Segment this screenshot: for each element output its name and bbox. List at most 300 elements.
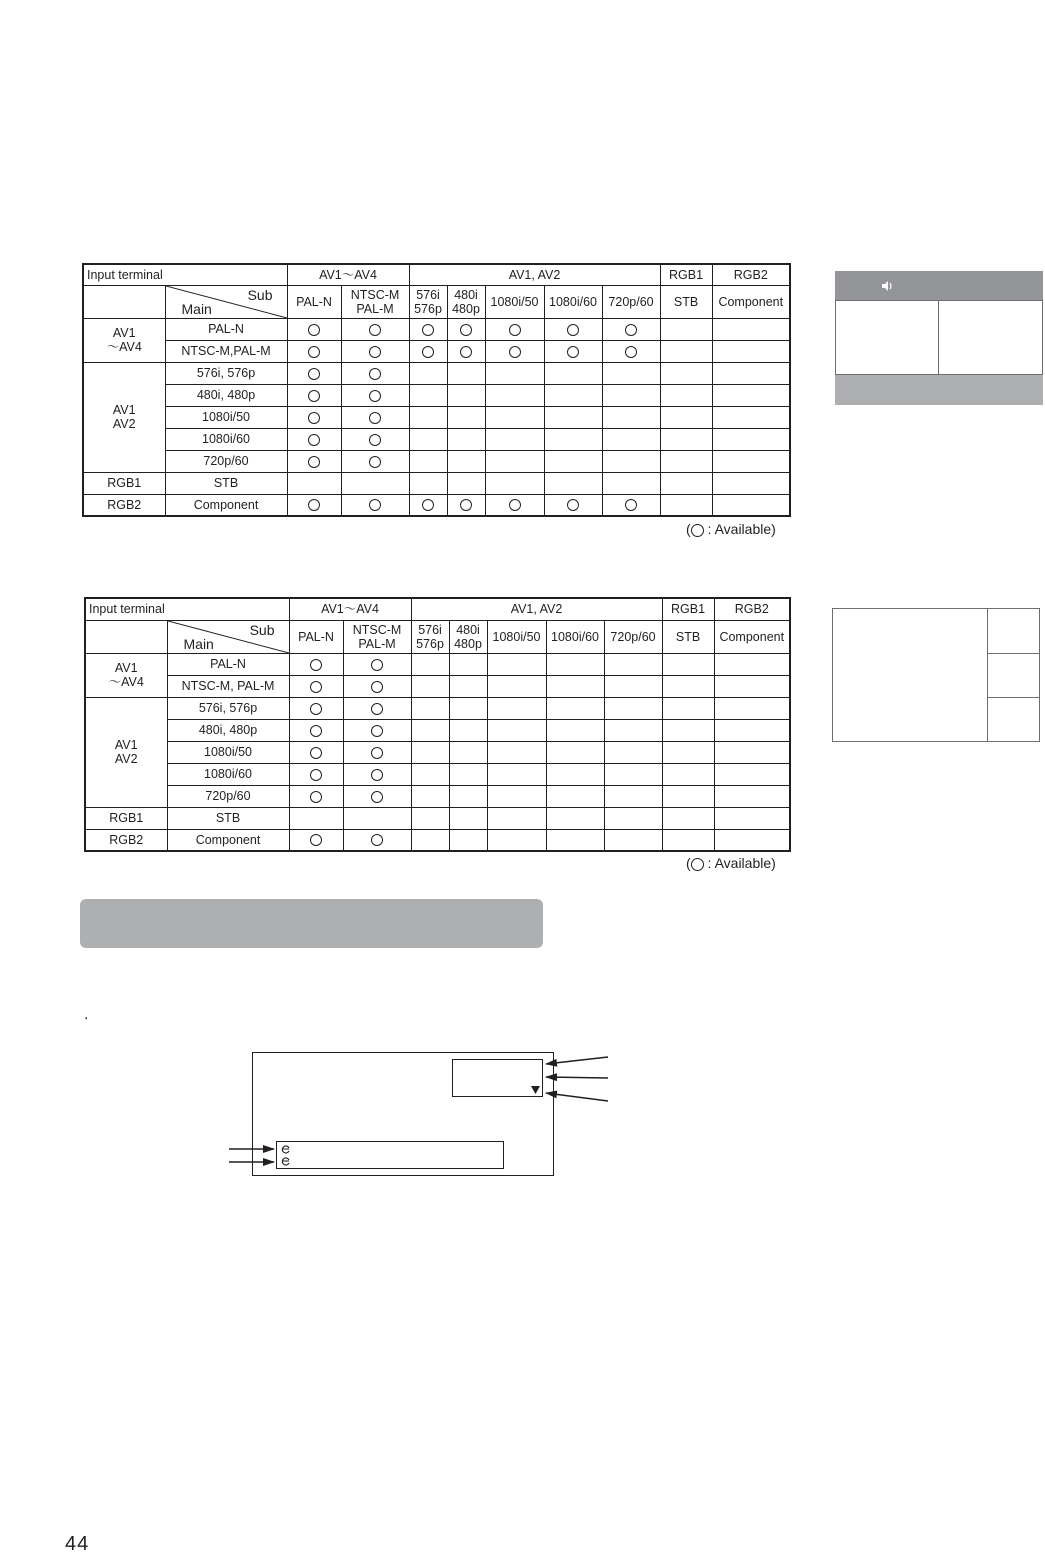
compatibility-table-1 (82, 263, 791, 517)
col-header-1080-60: 1080i/60 (544, 285, 602, 318)
empty-cell (714, 785, 790, 807)
available-cell (409, 340, 447, 362)
available-cell (287, 384, 341, 406)
empty-cell (449, 697, 487, 719)
table-row (85, 829, 790, 851)
line-2: ～AV4 (108, 675, 144, 689)
row-group-rgb1: RGB1 (83, 472, 165, 494)
col-header-480 (449, 620, 487, 653)
col-header-1080-50: 1080i/50 (485, 285, 544, 318)
legend-paren: ( (686, 855, 691, 871)
row-label: STB (167, 807, 289, 829)
row-label: PAL-N (167, 653, 289, 675)
empty-cell (660, 384, 712, 406)
small-dot: . (84, 1006, 89, 1023)
col-header-1080-60: 1080i/60 (546, 620, 604, 653)
circle-icon (310, 703, 322, 715)
empty-cell (660, 450, 712, 472)
empty-cell (602, 406, 660, 428)
available-cell (289, 829, 343, 851)
circle-icon (567, 324, 579, 336)
col-header-480 (447, 285, 485, 318)
arrow-3 (546, 1093, 608, 1101)
line-1: AV1 (112, 403, 136, 417)
line-1: AV1 (112, 326, 136, 340)
col-header-ntsc (341, 285, 409, 318)
row-label: 1080i/50 (165, 406, 287, 428)
row-label: NTSC-M, PAL-M (167, 675, 289, 697)
table-row (83, 472, 790, 494)
empty-cell (712, 406, 790, 428)
empty-cell (712, 384, 790, 406)
col-header-720: 720p/60 (604, 620, 662, 653)
row-label: STB (165, 472, 287, 494)
group-header-rgb2: RGB2 (714, 598, 790, 620)
empty-cell (714, 829, 790, 851)
diagram-bottom-box (276, 1141, 504, 1169)
available-cell (287, 494, 341, 516)
available-cell (287, 340, 341, 362)
empty-cell (714, 675, 790, 697)
available-cell (287, 428, 341, 450)
empty-cell (604, 785, 662, 807)
empty-cell (662, 675, 714, 697)
empty-cell (485, 362, 544, 384)
empty-cell (714, 719, 790, 741)
empty-cell (449, 653, 487, 675)
circle-icon (460, 346, 472, 358)
empty-cell (341, 472, 409, 494)
line-2: AV2 (114, 752, 138, 766)
available-cell (289, 697, 343, 719)
circle-icon (308, 499, 320, 511)
group-header-av14: AV1～AV4 (287, 264, 409, 285)
group-header-av12: AV1, AV2 (409, 264, 660, 285)
circle-icon (310, 681, 322, 693)
line-1: 480i (456, 622, 480, 637)
circle-icon (369, 412, 381, 424)
table-row (85, 675, 790, 697)
available-cell (289, 763, 343, 785)
available-cell (287, 362, 341, 384)
table-row (83, 318, 790, 340)
empty-cell (409, 384, 447, 406)
empty-cell (602, 450, 660, 472)
empty-cell (411, 697, 449, 719)
empty-cell (449, 675, 487, 697)
available-cell (602, 318, 660, 340)
available-cell (289, 741, 343, 763)
available-cell (544, 340, 602, 362)
col-header-component: Component (712, 285, 790, 318)
col-header-stb: STB (660, 285, 712, 318)
circle-icon (691, 524, 704, 537)
line-1: 576i (416, 287, 440, 302)
empty-cell (409, 450, 447, 472)
empty-cell (447, 406, 485, 428)
available-cell (343, 653, 411, 675)
table-row (83, 450, 790, 472)
empty-cell (544, 362, 602, 384)
table-row (83, 362, 790, 384)
empty-cell (604, 807, 662, 829)
circle-icon (371, 747, 383, 759)
available-cell (409, 494, 447, 516)
col-header-1080-50: 1080i/50 (487, 620, 546, 653)
available-cell (289, 675, 343, 697)
available-cell (343, 763, 411, 785)
legend-text: : Available) (703, 855, 776, 871)
empty-cell (546, 785, 604, 807)
empty-cell (449, 807, 487, 829)
available-cell (409, 318, 447, 340)
circle-icon (369, 346, 381, 358)
group-header-av14: AV1～AV4 (289, 598, 411, 620)
available-cell (343, 741, 411, 763)
empty-cell (409, 472, 447, 494)
empty-cell (287, 472, 341, 494)
available-cell (544, 494, 602, 516)
empty-cell (712, 450, 790, 472)
available-cell (447, 318, 485, 340)
sub-main-diagonal-cell (167, 620, 289, 653)
empty-cell (411, 829, 449, 851)
row-group-rgb2: RGB2 (83, 494, 165, 516)
empty-cell (546, 719, 604, 741)
line-2: 576p (414, 301, 442, 316)
available-cell (341, 450, 409, 472)
side-box-row-line (987, 653, 1040, 654)
circle-icon (371, 681, 383, 693)
empty-cell (411, 741, 449, 763)
empty-cell (662, 653, 714, 675)
empty-cell (544, 406, 602, 428)
table-header-row (85, 598, 790, 620)
empty-cell (487, 675, 546, 697)
table-row (85, 785, 790, 807)
available-cell (289, 719, 343, 741)
empty-cell (411, 675, 449, 697)
available-cell (447, 494, 485, 516)
compatibility-table-2 (84, 597, 791, 852)
empty-cell (546, 829, 604, 851)
empty-cell (485, 406, 544, 428)
empty-cell (604, 741, 662, 763)
empty-cell (447, 362, 485, 384)
table-row (83, 384, 790, 406)
available-cell (341, 384, 409, 406)
row-label: 480i, 480p (165, 384, 287, 406)
available-cell (602, 340, 660, 362)
empty-cell (485, 384, 544, 406)
empty-cell (411, 785, 449, 807)
row-label: 1080i/50 (167, 741, 289, 763)
cursor-icon (281, 1144, 291, 1154)
available-cell (341, 318, 409, 340)
legend-paren: ( (686, 521, 691, 537)
available-cell (287, 450, 341, 472)
diagram-top-box (452, 1059, 543, 1097)
circle-icon (371, 834, 383, 846)
circle-icon (422, 499, 434, 511)
available-cell (341, 428, 409, 450)
main-label: Main (183, 635, 214, 652)
empty-cell (449, 719, 487, 741)
available-cell (544, 318, 602, 340)
row-label: NTSC-M,PAL-M (165, 340, 287, 362)
osd-footer-bar (835, 375, 1043, 405)
col-header-ntsc (343, 620, 411, 653)
row-group-av14 (85, 653, 167, 697)
circle-icon (308, 346, 320, 358)
circle-icon (509, 346, 521, 358)
available-cell (343, 785, 411, 807)
empty-cell (662, 829, 714, 851)
group-header-rgb1: RGB1 (662, 598, 714, 620)
line-2: ～AV4 (106, 340, 142, 354)
section-heading-bar (80, 899, 543, 948)
sub-label: Sub (247, 286, 273, 303)
available-cell (485, 494, 544, 516)
empty-cell (544, 472, 602, 494)
empty-cell (714, 697, 790, 719)
circle-icon (369, 324, 381, 336)
empty-cell (485, 472, 544, 494)
empty-cell (712, 362, 790, 384)
empty-cell (602, 472, 660, 494)
line-2: PAL-M (358, 636, 396, 651)
available-cell (341, 406, 409, 428)
circle-icon (308, 412, 320, 424)
row-label: PAL-N (165, 318, 287, 340)
circle-icon (308, 390, 320, 402)
line-2: 480p (452, 301, 480, 316)
table-row (85, 697, 790, 719)
circle-icon (625, 324, 637, 336)
arrow-2 (546, 1077, 608, 1078)
available-cell (289, 785, 343, 807)
empty-cell (714, 763, 790, 785)
side-box-row-line (987, 697, 1040, 698)
empty-cell (485, 428, 544, 450)
table-row (83, 494, 790, 516)
circle-icon (422, 346, 434, 358)
line-1: 576i (418, 622, 442, 637)
table-row (85, 653, 790, 675)
available-cell (289, 653, 343, 675)
circle-icon (310, 834, 322, 846)
circle-icon (310, 725, 322, 737)
available-cell (343, 675, 411, 697)
circle-icon (460, 499, 472, 511)
table-row (85, 807, 790, 829)
circle-icon (310, 659, 322, 671)
circle-icon (369, 499, 381, 511)
group-header-av12: AV1, AV2 (411, 598, 662, 620)
line-1: 480i (454, 287, 478, 302)
empty-cell (660, 318, 712, 340)
sub-label: Sub (249, 621, 275, 638)
empty-cell (712, 340, 790, 362)
empty-cell (712, 494, 790, 516)
empty-cell (546, 653, 604, 675)
line-2: PAL-M (356, 301, 394, 316)
circle-icon (369, 368, 381, 380)
circle-icon (422, 324, 434, 336)
empty-cell (487, 829, 546, 851)
empty-cell (411, 653, 449, 675)
row-label: 1080i/60 (165, 428, 287, 450)
empty-cell (546, 741, 604, 763)
circle-icon (369, 390, 381, 402)
empty-cell (602, 384, 660, 406)
side-box-2 (832, 608, 1040, 742)
circle-icon (369, 434, 381, 446)
empty-cell (712, 472, 790, 494)
row-group-av12 (85, 697, 167, 807)
circle-icon (308, 456, 320, 468)
screen-diagram (252, 1052, 554, 1176)
col-header-576 (411, 620, 449, 653)
col-header-component: Component (714, 620, 790, 653)
circle-icon (625, 346, 637, 358)
empty-cell (546, 697, 604, 719)
available-cell (287, 406, 341, 428)
main-label: Main (181, 300, 212, 317)
empty-cell (447, 472, 485, 494)
empty-cell (662, 807, 714, 829)
blank-header-cell (85, 620, 167, 653)
group-header-rgb2: RGB2 (712, 264, 790, 285)
circle-icon (371, 725, 383, 737)
sub-main-diagonal-cell (165, 285, 287, 318)
empty-cell (604, 763, 662, 785)
empty-cell (449, 741, 487, 763)
empty-cell (487, 763, 546, 785)
empty-cell (714, 807, 790, 829)
row-group-rgb2: RGB2 (85, 829, 167, 851)
page-number: 44 (65, 1533, 90, 1555)
group-header-rgb1: RGB1 (660, 264, 712, 285)
empty-cell (604, 719, 662, 741)
osd-divider (938, 301, 939, 374)
row-label: 576i, 576p (165, 362, 287, 384)
osd-menu-box (835, 271, 1043, 405)
empty-cell (660, 428, 712, 450)
input-terminal-header: Input terminal (85, 598, 289, 620)
empty-cell (660, 406, 712, 428)
table-header-row (83, 285, 790, 318)
empty-cell (662, 763, 714, 785)
available-cell (343, 829, 411, 851)
circle-icon (371, 791, 383, 803)
circle-icon (310, 747, 322, 759)
line-1: AV1 (114, 661, 138, 675)
row-label: 480i, 480p (167, 719, 289, 741)
line-1: NTSC-M (350, 287, 400, 302)
empty-cell (604, 653, 662, 675)
arrow-1 (546, 1057, 608, 1064)
line-2: 576p (416, 636, 444, 651)
available-cell (343, 697, 411, 719)
empty-cell (544, 384, 602, 406)
circle-icon (308, 434, 320, 446)
circle-icon (691, 858, 704, 871)
empty-cell (449, 763, 487, 785)
legend-1 (686, 521, 776, 537)
col-header-paln: PAL-N (287, 285, 341, 318)
empty-cell (660, 472, 712, 494)
down-triangle-icon (531, 1086, 540, 1094)
col-header-stb: STB (662, 620, 714, 653)
empty-cell (602, 428, 660, 450)
empty-cell (449, 785, 487, 807)
empty-cell (411, 763, 449, 785)
circle-icon (460, 324, 472, 336)
row-label: Component (165, 494, 287, 516)
empty-cell (449, 829, 487, 851)
empty-cell (409, 428, 447, 450)
table-row (83, 340, 790, 362)
available-cell (447, 340, 485, 362)
table-row (85, 719, 790, 741)
empty-cell (343, 807, 411, 829)
row-label: 720p/60 (167, 785, 289, 807)
table-header-row (83, 264, 790, 285)
empty-cell (714, 741, 790, 763)
input-terminal-header: Input terminal (83, 264, 287, 285)
table-row (83, 406, 790, 428)
available-cell (485, 318, 544, 340)
empty-cell (662, 741, 714, 763)
empty-cell (546, 763, 604, 785)
line-2: 480p (454, 636, 482, 651)
empty-cell (662, 785, 714, 807)
empty-cell (546, 675, 604, 697)
osd-header-bar (835, 271, 1043, 300)
empty-cell (487, 741, 546, 763)
circle-icon (509, 324, 521, 336)
line-1: NTSC-M (352, 622, 402, 637)
circle-icon (308, 324, 320, 336)
empty-cell (604, 675, 662, 697)
cursor-icon (281, 1156, 291, 1166)
blank-header-cell (83, 285, 165, 318)
empty-cell (289, 807, 343, 829)
empty-cell (447, 428, 485, 450)
empty-cell (660, 362, 712, 384)
row-label: 576i, 576p (167, 697, 289, 719)
empty-cell (604, 829, 662, 851)
side-box-divider (987, 609, 988, 741)
empty-cell (714, 653, 790, 675)
row-group-av14 (83, 318, 165, 362)
available-cell (485, 340, 544, 362)
row-group-rgb1: RGB1 (85, 807, 167, 829)
empty-cell (411, 719, 449, 741)
available-cell (341, 340, 409, 362)
empty-cell (447, 450, 485, 472)
line-2: AV2 (112, 417, 136, 431)
table-row (83, 428, 790, 450)
circle-icon (310, 769, 322, 781)
row-label: Component (167, 829, 289, 851)
col-header-576 (409, 285, 447, 318)
empty-cell (409, 362, 447, 384)
available-cell (287, 318, 341, 340)
row-group-av12 (83, 362, 165, 472)
col-header-720: 720p/60 (602, 285, 660, 318)
